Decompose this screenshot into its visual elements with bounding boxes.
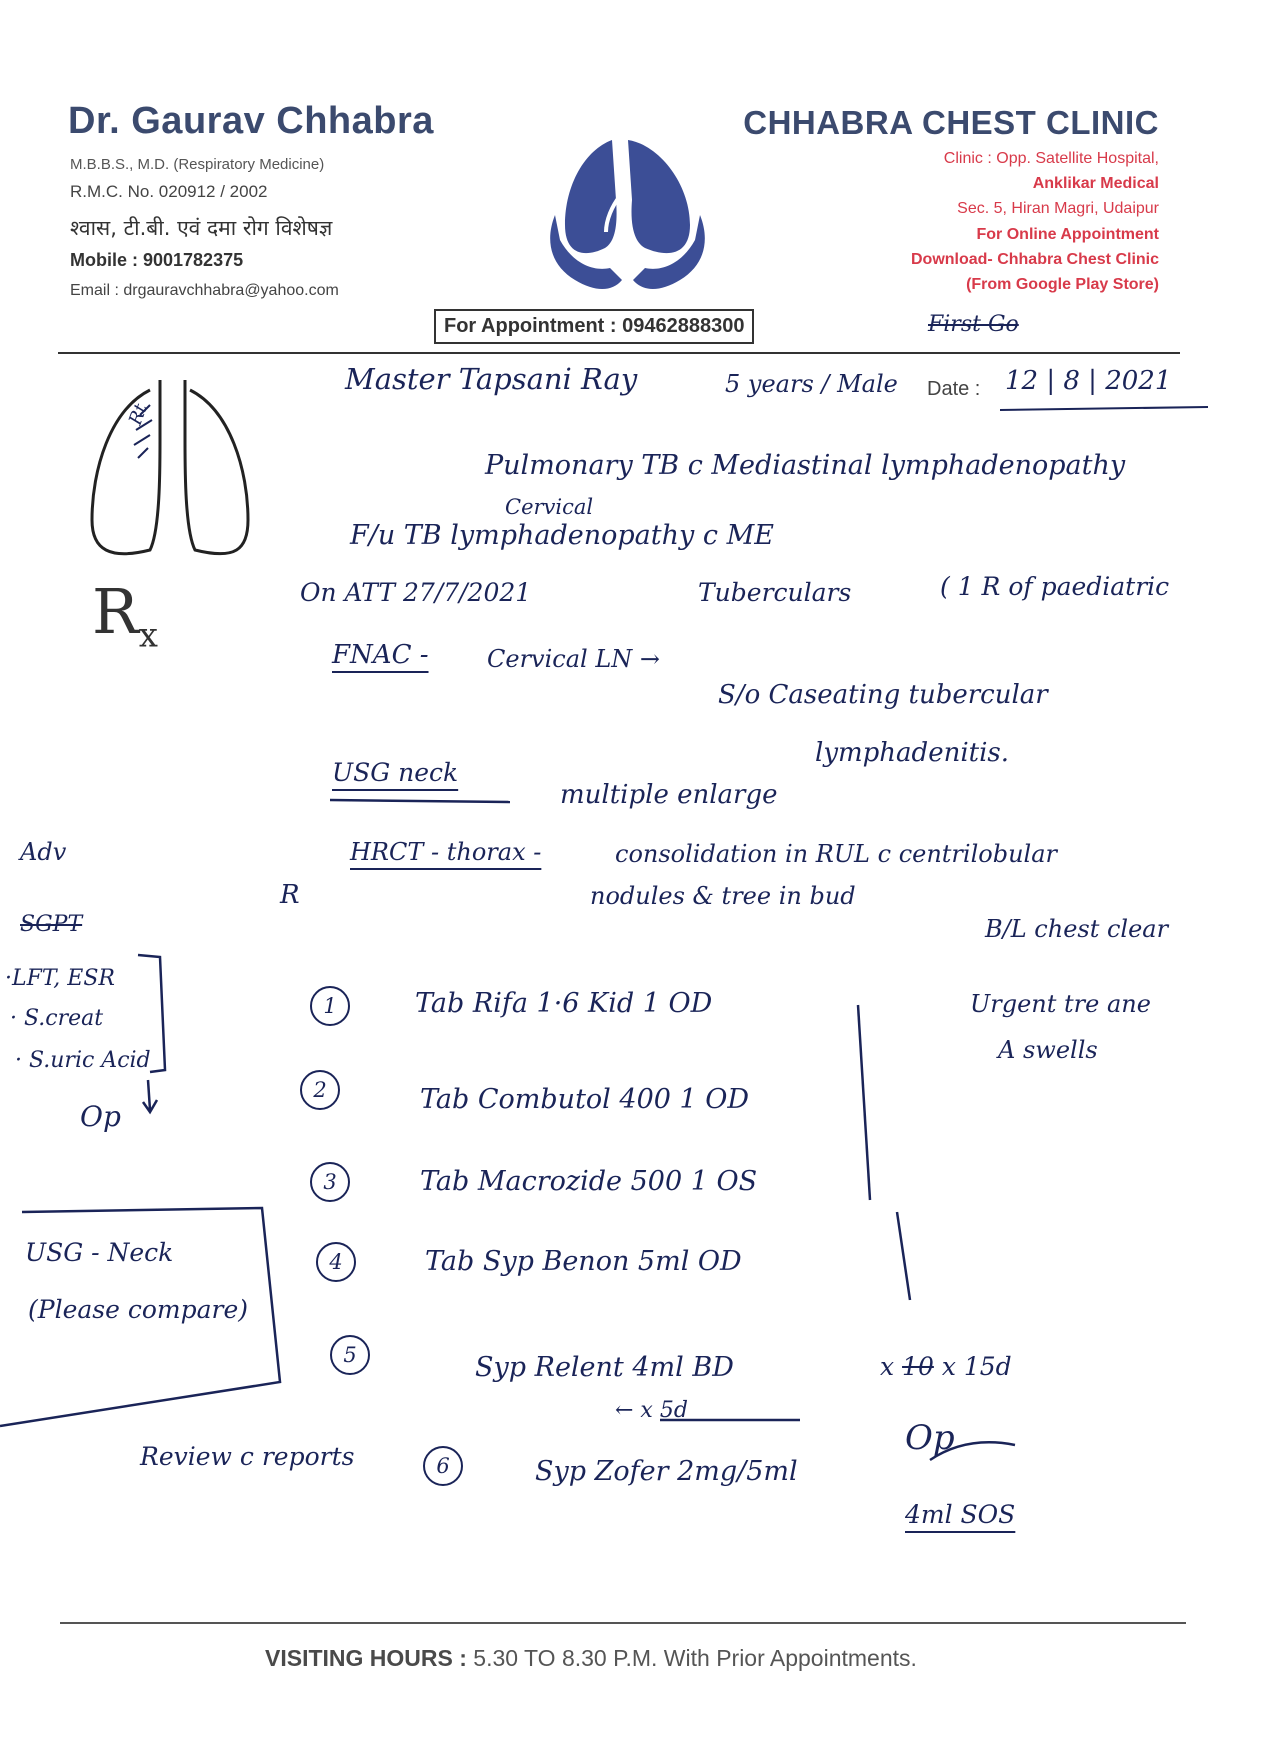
fnac-text: Cervical LN → xyxy=(487,645,661,673)
hrct-text-3: B/L chest clear xyxy=(985,915,1169,943)
item-number: 4 xyxy=(316,1242,356,1282)
diagnosis-insert: Cervical xyxy=(505,495,594,519)
medication-item: Tab Combutol 400 1 OD xyxy=(420,1084,750,1115)
att-note: ( 1 R of paediatric xyxy=(940,572,1170,601)
att-place: Tuberculars xyxy=(698,578,852,607)
medication-item: Tab Rifa 1·6 Kid 1 OD xyxy=(415,988,713,1019)
diagnosis-line-2: F/u TB lymphadenopathy c ME xyxy=(350,520,774,551)
medication-item: Syp Relent 4ml BD xyxy=(475,1352,734,1383)
fnac-result-2: lymphadenitis. xyxy=(815,738,1010,768)
usg-neck-label: USG neck xyxy=(332,758,459,787)
clinic-address-3: Sec. 5, Hiran Magri, Udaipur xyxy=(957,200,1159,217)
hrct-text-1: consolidation in RUL c centrilobular xyxy=(615,840,1057,868)
rx-mark: R xyxy=(280,880,300,910)
footer-divider xyxy=(60,1622,1186,1624)
hrct-text-2: nodules & tree in bud xyxy=(590,882,856,910)
doctor-signature: Op xyxy=(905,1418,955,1458)
item5-duration: x 10 x 15d xyxy=(880,1352,1012,1381)
item-number: 1 xyxy=(310,986,350,1026)
item-number: 3 xyxy=(310,1162,350,1202)
rx-symbol: $R_x$ xyxy=(92,575,158,656)
att-start: On ATT 27/7/2021 xyxy=(300,578,532,607)
doctor-qualifications: M.B.B.S., M.D. (Respiratory Medicine) xyxy=(70,156,325,173)
visiting-hours: VISITING HOURS : 5.30 TO 8.30 P.M. With Prior Appointments. xyxy=(265,1645,917,1671)
item5-sub-note: ← x 5d xyxy=(615,1398,688,1423)
item-number: 6 xyxy=(423,1446,463,1486)
left-test-1: ·LFT, ESR xyxy=(5,966,115,991)
medication-item: Syp Zofer 2mg/5ml xyxy=(535,1456,798,1487)
hrct-label: HRCT - thorax - xyxy=(350,838,542,866)
doctor-mobile: Mobile : 9001782375 xyxy=(70,250,244,270)
online-appointment-2: Download- Chhabra Chest Clinic xyxy=(910,251,1159,268)
header-divider xyxy=(58,352,1180,354)
first-go-struck: First Go xyxy=(928,312,1019,337)
left-sign: Op xyxy=(80,1100,121,1133)
clinic-address-2: Anklikar Medical xyxy=(1032,175,1159,192)
patient-age-sex: 5 years / Male xyxy=(725,370,898,398)
doctor-registration: R.M.C. No. 020912 / 2002 xyxy=(70,182,268,201)
diagnosis-line-1: Pulmonary TB c Mediastinal lymphadenopathy xyxy=(485,450,1126,481)
review-note: Review c reports xyxy=(140,1442,355,1471)
clinic-address-1: Clinic : Opp. Satellite Hospital, xyxy=(943,150,1159,167)
left-sgpt: SGPT xyxy=(20,912,83,937)
side-note-1: Urgent tre ane xyxy=(970,990,1151,1018)
left-advice: Adv xyxy=(20,838,67,866)
fnac-label: FNAC - xyxy=(332,640,429,670)
patient-name: Master Tapsani Ray xyxy=(345,362,638,396)
left-test-3: · S.uric Acid xyxy=(15,1048,151,1073)
item-number: 5 xyxy=(330,1335,370,1375)
online-appointment-1: For Online Appointment xyxy=(976,226,1159,243)
clinic-name: CHHABRA CHEST CLINIC xyxy=(743,104,1159,141)
date-label: Date : xyxy=(927,378,981,400)
usg-box-line-1: USG - Neck xyxy=(25,1238,174,1267)
fnac-result-1: S/o Caseating tubercular xyxy=(718,680,1048,710)
medication-item: Tab Macrozide 500 1 OS xyxy=(420,1166,758,1197)
usg-neck-text: multiple enlarge xyxy=(560,780,778,810)
item6-dose: 4ml SOS xyxy=(905,1500,1016,1529)
diagram-label: Rt xyxy=(124,401,152,428)
medication-item: Tab Syp Benon 5ml OD xyxy=(425,1246,742,1277)
left-test-2: · S.creat xyxy=(10,1006,104,1031)
doctor-name: Dr. Gaurav Chhabra xyxy=(68,100,434,142)
side-note-2: A swells xyxy=(998,1036,1098,1064)
prescription-date: 12 | 8 | 2021 xyxy=(1005,366,1172,396)
doctor-email: Email : drgauravchhabra@yahoo.com xyxy=(70,282,339,299)
appointment-box: For Appointment : 09462888300 xyxy=(434,309,754,344)
usg-box-line-2: (Please compare) xyxy=(28,1295,249,1324)
online-appointment-3: (From Google Play Store) xyxy=(966,276,1159,293)
doctor-specialty-hindi: श्वास, टी.बी. एवं दमा रोग विशेषज्ञ xyxy=(70,216,333,240)
item-number: 2 xyxy=(300,1070,340,1110)
